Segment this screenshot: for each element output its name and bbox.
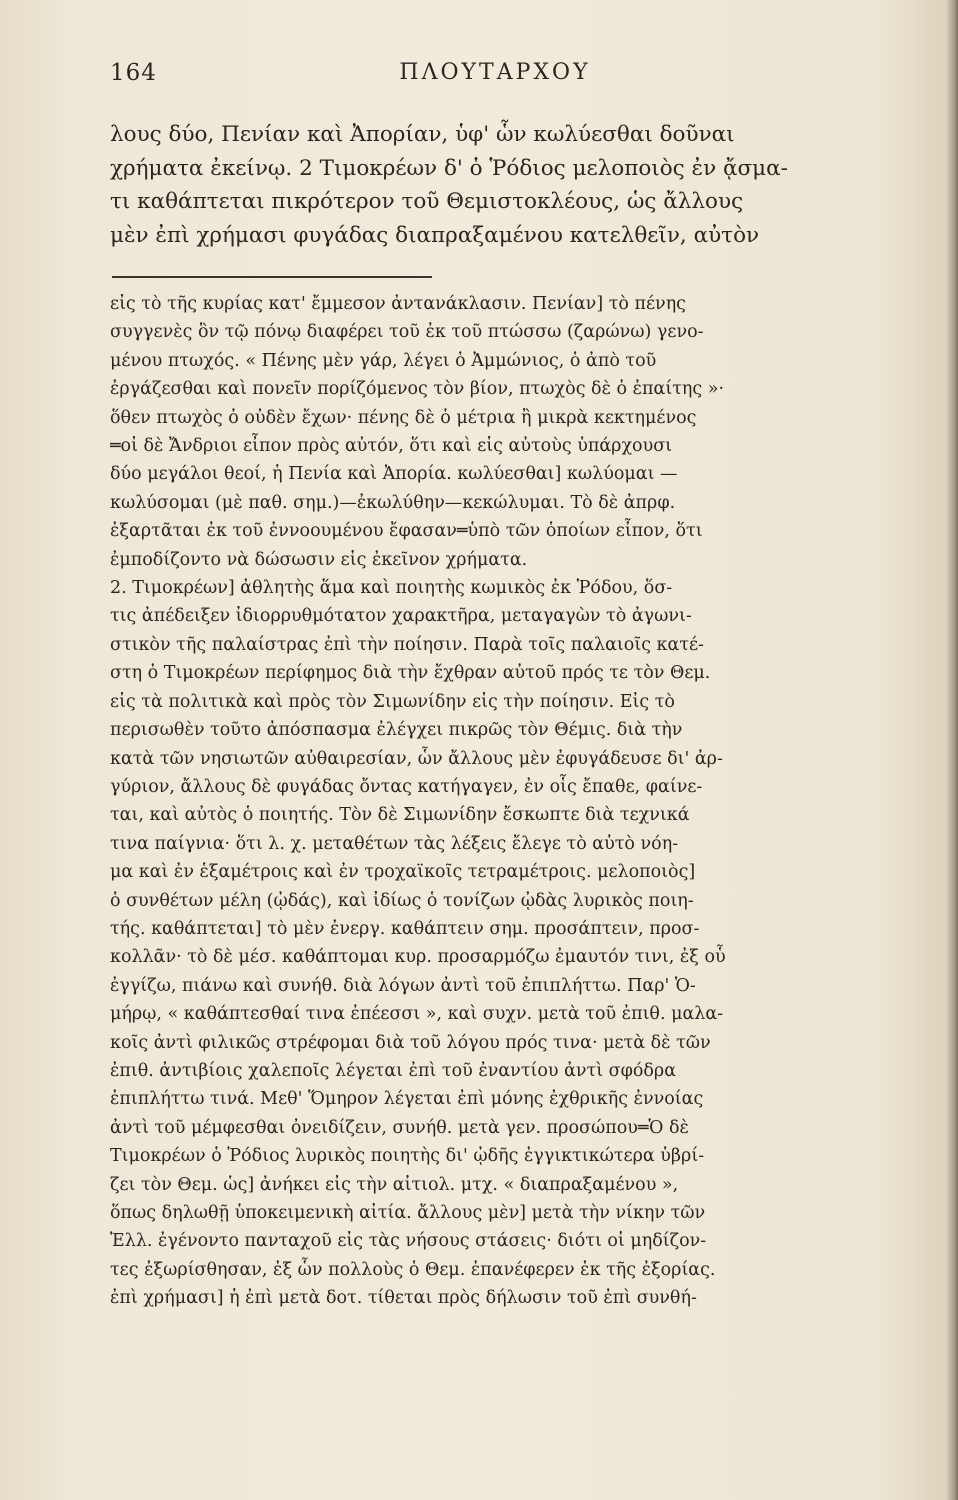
commentary-line: στη ὁ Τιμοκρέων περίφημος διὰ τὴν ἔχθραν αὐτοῦ πρός τε τὸν Θεμ. bbox=[110, 663, 711, 684]
page-edge-shadow bbox=[946, 0, 958, 1500]
commentary-line: ἀντὶ τοῦ μέμφεσθαι ὀνειδίζειν, συνήθ. μετὰ γεν. προσώπου═Ὁ δὲ bbox=[110, 1117, 689, 1138]
commentary-line: ═οἱ δὲ Ἄνδριοι εἶπον πρὸς αὐτόν, ὅτι καὶ εἰς αὐτοὺς ὑπάρχουσι bbox=[110, 436, 673, 457]
commentary-line: ἐργάζεσθαι καὶ πονεῖν πορίζόμενος τὸν βίον, πτωχὸς δὲ ὁ ἐπαίτης »· bbox=[110, 379, 725, 400]
commentary-line: δύο μεγάλοι θεοί, ἡ Πενία καὶ Ἀπορία. κωλύεσθαι] κωλύομαι — bbox=[110, 464, 678, 485]
commentary-line: τής. καθάπτεται] τὸ μὲν ἐνεργ. καθάπτειν σημ. προσάπτειν, προσ- bbox=[110, 918, 700, 939]
commentary-line: τινα παίγνια· ὅτι λ. χ. μεταθέτων τὰς λέξεις ἔλεγε τὸ αὐτὸ νόη- bbox=[110, 833, 679, 854]
commentary-line: μήρῳ, « καθάπτεσθαί τινα ἐπέεσσι », καὶ συχν. μετὰ τοῦ ἐπιθ. μαλα- bbox=[110, 1004, 724, 1025]
commentary-line: ἐμποδίζοντο νὰ δώσωσιν εἰς ἐκεῖνον χρήματα. bbox=[110, 549, 528, 570]
commentary-line: μα καὶ ἐν ἑξαμέτροις καὶ ἐν τροχαϊκοῖς τετραμέτροις. μελοποιὸς] bbox=[110, 862, 696, 883]
main-text-line: τι καθάπτεται πικρότερον τοῦ Θεμιστοκλέους, ὡς ἄλλους bbox=[110, 189, 744, 214]
commentary-line: ἐπιθ. ἀντιβίοις χαλεποῖς λέγεται ἐπὶ τοῦ ἐναντίου ἀντὶ σφόδρα bbox=[110, 1060, 677, 1081]
commentary-line: ὁ συνθέτων μέλη (ᾠδάς), καὶ ἰδίως ὁ τονίζων ᾠδὰς λυρικὸς ποιη- bbox=[110, 890, 694, 911]
commentary-line: τις ἀπέδειξεν ἰδιορρυθμότατον χαρακτῆρα, μεταγαγὼν τὸ ἀγωνι- bbox=[110, 606, 692, 627]
main-text-line: χρήματα ἐκείνῳ. 2 Τιμοκρέων δ' ὁ Ῥόδιος μελοποιὸς ἐν ᾄσμα- bbox=[110, 155, 788, 181]
commentary-line: Ἑλλ. ἐγένοντο πανταχοῦ εἰς τὰς νήσους στάσεις· διότι οἱ μηδίζον- bbox=[110, 1231, 707, 1252]
running-title: ΠΛΟΥΤΑΡΧΟΥ bbox=[399, 60, 591, 85]
main-text-block bbox=[110, 118, 870, 252]
commentary-line: ὅθεν πτωχὸς ὁ οὐδὲν ἔχων· πένης δὲ ὁ μέτρια ἢ μικρὰ κεκτημένος bbox=[110, 407, 697, 428]
commentary-line: ἐπιπλήττω τινά. Μεθ' Ὅμηρον λέγεται ἐπὶ μόνης ἐχθρικῆς ἐννοίας bbox=[110, 1089, 704, 1110]
commentary-line: ὅπως δηλωθῇ ὑποκειμενικὴ αἰτία. ἄλλους μὲν] μετὰ τὴν νίκην τῶν bbox=[110, 1203, 706, 1223]
commentary-line: περισωθὲν τοῦτο ἀπόσπασμα ἐλέγχει πικρῶς τὸν Θέμις. διὰ τὴν bbox=[110, 720, 683, 741]
commentary-line: τες ἐξωρίσθησαν, ἐξ ὧν πολλοὺς ὁ Θεμ. ἐπανέφερεν ἐκ τῆς ἐξορίας. bbox=[110, 1259, 716, 1280]
page-header bbox=[110, 52, 880, 92]
commentary-line: ἐγγίζω, πιάνω καὶ συνήθ. διὰ λόγων ἀντὶ τοῦ ἐπιπλήττω. Παρ' Ὁ- bbox=[110, 975, 696, 996]
commentary-line: εἰς τὸ τῆς κυρίας κατ' ἔμμεσον ἀντανάκλασιν. Πενίαν] τὸ πένης bbox=[110, 294, 686, 314]
commentary-line: ται, καὶ αὐτὸς ὁ ποιητής. Τὸν δὲ Σιμωνίδην ἔσκωπτε διὰ τεχνικά bbox=[110, 805, 690, 826]
commentary-line: εἰς τὰ πολιτικὰ καὶ πρὸς τὸν Σιμωνίδην εἰς τὴν ποίησιν. Εἰς τὸ bbox=[110, 691, 675, 712]
commentary-line: ἐξαρτᾶται ἐκ τοῦ ἐννοουμένου ἔφασαν═ὑπὸ τῶν ὁποίων εἶπον, ὅτι bbox=[110, 521, 703, 542]
commentary-line: κωλύσομαι (μὲ παθ. σημ.)—ἐκωλύθην—κεκώλυμαι. Τὸ δὲ ἀπρφ. bbox=[110, 492, 676, 513]
commentary-line: Τιμοκρέων ὁ Ῥόδιος λυρικὸς ποιητὴς δι' ᾠδῆς ἐγγικτικώτερα ὑβρί- bbox=[110, 1146, 705, 1167]
commentary-line: κατὰ τῶν νησιωτῶν αὐθαιρεσίαν, ὧν ἄλλους μὲν ἐφυγάδευσε δι' ἀρ- bbox=[110, 748, 723, 769]
commentary-line: κοῖς ἀντὶ φιλικῶς στρέφομαι διὰ τοῦ λόγου πρός τινα· μετὰ δὲ τῶν bbox=[110, 1032, 711, 1053]
commentary-line: στικὸν τῆς παλαίστρας ἐπὶ τὴν ποίησιν. Παρὰ τοῖς παλαιοῖς κατέ- bbox=[110, 634, 704, 655]
commentary-line: μένου πτωχός. « Πένης μὲν γάρ, λέγει ὁ Ἀμμώνιος, ὁ ἀπὸ τοῦ bbox=[110, 350, 657, 371]
commentary-line: 2. Τιμοκρέων] ἀθλητὴς ἅμα καὶ ποιητὴς κωμικὸς ἐκ Ῥόδου, ὅσ- bbox=[110, 578, 673, 599]
main-text-line: λους δύο, Πενίαν καὶ Ἀπορίαν, ὑφ' ὧν κωλύεσθαι δοῦναι bbox=[110, 122, 735, 147]
commentary-line: κολλᾶν· τὸ δὲ μέσ. καθάπτομαι κυρ. προσαρμόζω ἐμαυτόν τινι, ἐξ οὗ bbox=[110, 947, 726, 968]
separator-rule bbox=[112, 276, 432, 278]
main-text-line: μὲν ἐπὶ χρήμασι φυγάδας διαπραξαμένου κατελθεῖν, αὐτὸν bbox=[110, 222, 760, 248]
commentary-line: ἐπὶ χρήμασι] ἡ ἐπὶ μετὰ δοτ. τίθεται πρὸς δήλωσιν τοῦ ἐπὶ συνθή- bbox=[110, 1288, 697, 1309]
commentary-line: γύριον, ἄλλους δὲ φυγάδας ὄντας κατήγαγεν, ἐν οἷς ἔπαθε, φαίνε- bbox=[110, 776, 703, 797]
page-number: 164 bbox=[110, 60, 157, 86]
commentary-line: ζει τὸν Θεμ. ὡς] ἀνήκει εἰς τὴν αἰτιολ. μτχ. « διαπραξαμένου », bbox=[110, 1174, 679, 1195]
commentary-block bbox=[110, 290, 880, 1313]
commentary-line: συγγενὲς ὂν τῷ πόνῳ διαφέρει τοῦ ἐκ τοῦ πτώσσω (ζαρώνω) γενο- bbox=[110, 322, 704, 343]
